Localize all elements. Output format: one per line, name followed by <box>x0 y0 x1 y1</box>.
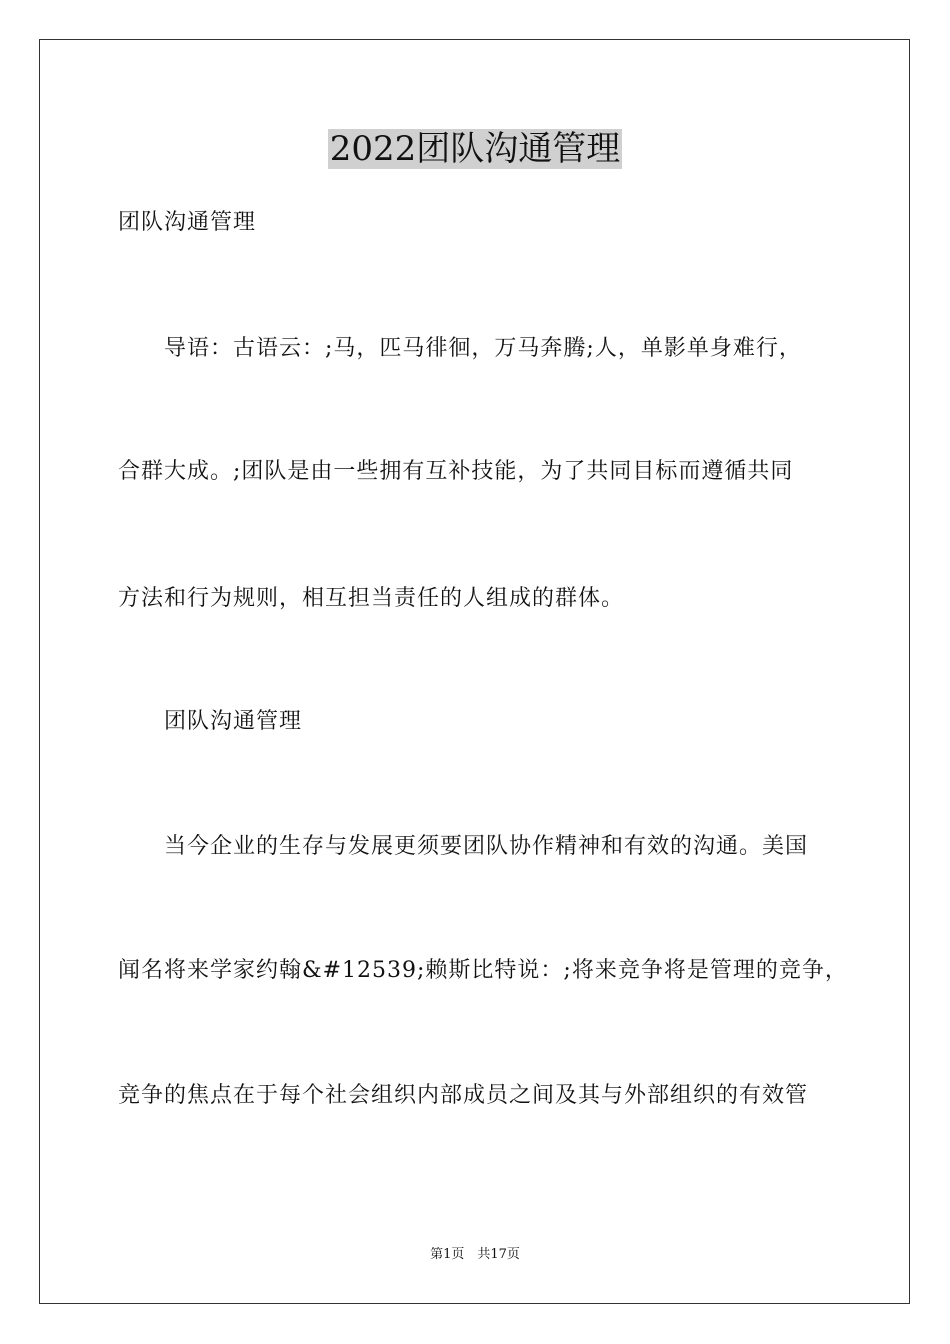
body-line-2: 导语：古语云：;马，匹马徘徊，万马奔腾;人，单影单身难行， <box>118 336 802 361</box>
body-line-8: 竞争的焦点在于每个社会组织内部成员之间及其与外部组织的有效管 <box>118 1083 809 1108</box>
body-line-1: 团队沟通管理 <box>118 210 257 235</box>
page-number: 第1页 共17页 <box>430 1247 520 1262</box>
body-line-7: 闻名将来学家约翰&#12539;赖斯比特说：;将来竞争将是管理的竞争， <box>118 958 848 983</box>
body-line-4: 方法和行为规则，相互担当责任的人组成的群体。 <box>118 586 625 611</box>
document-title-text: 2022团队沟通管理 <box>329 129 621 169</box>
body-line-6: 当今企业的生存与发展更须要团队协作精神和有效的沟通。美国 <box>118 834 809 859</box>
document-title <box>0 125 950 173</box>
body-line-5: 团队沟通管理 <box>118 709 303 734</box>
body-line-3: 合群大成。;团队是由一些拥有互补技能，为了共同目标而遵循共同 <box>118 459 794 484</box>
